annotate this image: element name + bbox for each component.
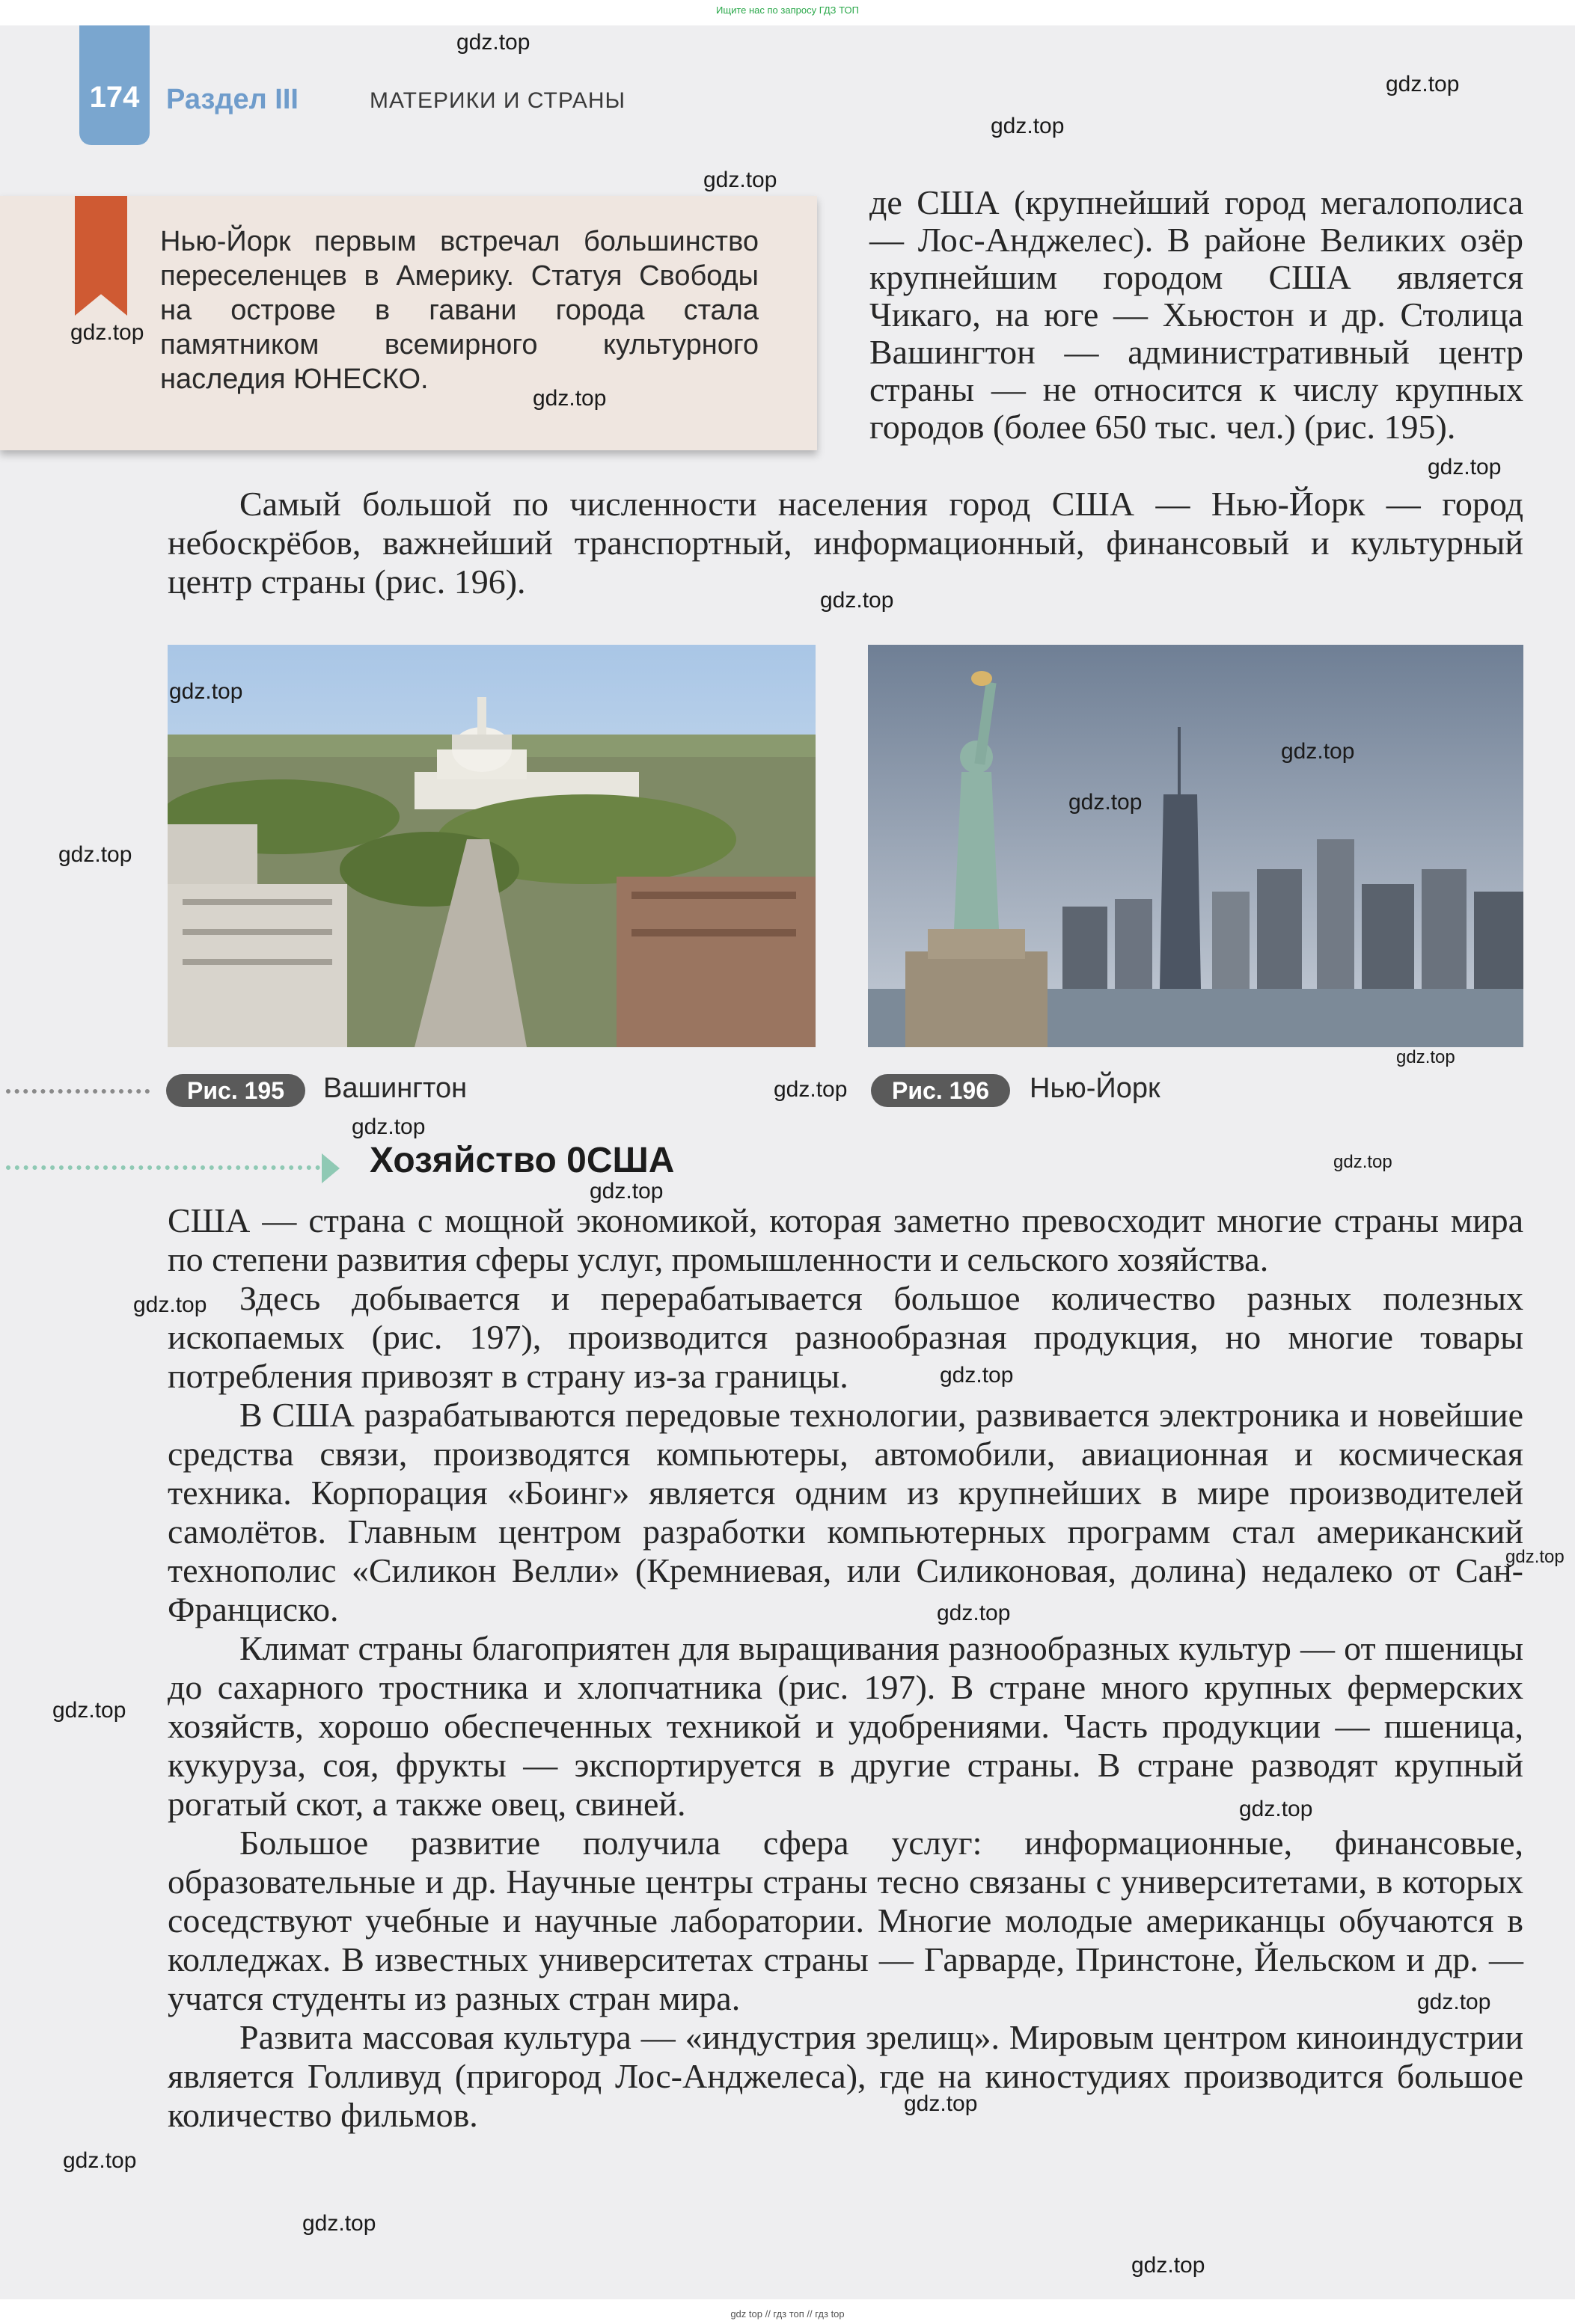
watermark: gdz.top — [133, 1293, 207, 1317]
heading-dots — [6, 1165, 320, 1170]
paragraph-5: Большое развитие получила сфера услуг: информационные, финансовые, образовательные и др. Научные центры страны тесно связаны с университетами, в которых соседствуют учебные и научные лаборатории. Многие молодые американцы обучаются в колледжах. В известных университетах страны — Гарварде, Принстоне, Йельском и др. — учатся студенты из разных стран мира. — [168, 1824, 1523, 2017]
page-number: 174 — [89, 81, 140, 114]
bottom-note: gdz top // гдз топ // гдз top — [730, 2308, 845, 2320]
watermark: gdz.top — [1428, 455, 1502, 479]
info-box-text: Нью-Йорк первым встречал большинство переселенцев в Америку. Статуя Свободы на острове в гавани города стала памятником всемирного культурного наследия ЮНЕСКО. — [160, 226, 759, 395]
watermark: gdz.top — [1281, 739, 1355, 764]
watermark: gdz.top — [1239, 1797, 1313, 1821]
watermark: gdz.top — [1131, 2253, 1205, 2278]
watermark: gdz.top — [991, 114, 1065, 138]
section-label: Раздел III — [166, 84, 299, 115]
figure-195-label: Рис. 195 — [166, 1074, 305, 1107]
section-title: МАТЕРИКИ И СТРАНЫ — [370, 88, 626, 113]
watermark: gdz.top — [352, 1115, 426, 1139]
washington-photo — [168, 645, 816, 1047]
watermark: gdz.top — [169, 679, 243, 704]
new-york-photo — [868, 645, 1523, 1047]
watermark: gdz.top — [302, 2211, 376, 2236]
watermark: gdz.top — [1386, 72, 1460, 96]
watermark: gdz.top — [820, 588, 894, 613]
section-heading: Хозяйство 0США — [370, 1141, 675, 1180]
watermark: gdz.top — [940, 1363, 1014, 1388]
watermark: gdz.top — [774, 1077, 848, 1102]
paragraph-3: В США разрабатываются передовые технологии, развивается электроника и новейшие средства связи, производятся компьютеры, автомобили, авиационная и космическая техника. Корпорация «Боинг» является одним из крупнейших в мире производителей самолётов. Главным центром разработки компьютерных программ стал американский технополис «Силикон Велли» (Кремниевая, или Силиконовая, долина) недалеко от Сан-Франциско. — [168, 1396, 1523, 1628]
figure-196-label: Рис. 196 — [871, 1074, 1010, 1107]
heading-arrow-icon — [322, 1153, 340, 1183]
paragraph-1: США — страна с мощной экономикой, которая заметно превосходит многие страны мира по степени развития сферы услуг, промышленности и сельского хозяйства. — [168, 1201, 1523, 1278]
paragraph-new-york: Самый большой по численности населения город США — Нью-Йорк — город небоскрёбов, важнейший транспортный, информационный, финансовый и культурный центр страны (рис. 196). — [168, 485, 1523, 601]
watermark: gdz.top — [70, 320, 144, 345]
watermark: gdz.top — [1417, 1990, 1491, 2014]
caption-dots-left — [6, 1089, 150, 1094]
watermark: gdz.top — [904, 2091, 978, 2116]
figure-196-caption: Нью-Йорк — [1030, 1073, 1160, 1104]
watermark: gdz.top — [533, 386, 607, 411]
figure-195-caption: Вашингтон — [323, 1073, 468, 1104]
watermark: gdz.top — [937, 1601, 1011, 1625]
top-note: Ищите нас по запросу ГДЗ ТОП — [716, 4, 859, 16]
watermark: gdz.top — [1396, 1047, 1455, 1067]
right-column-text: де США (крупнейший город мегалополиса — Лос-Анджелес). В районе Великих озёр крупнейшим городом США является Чикаго, на юге — Хьюстон и др. Столица Вашингтон — административный центр страны — не относится к числу крупных городов (более 650 тыс. чел.) (рис. 195). — [869, 183, 1523, 446]
watermark: gdz.top — [52, 1698, 126, 1723]
watermark: gdz.top — [58, 842, 132, 867]
paragraph-6: Развита массовая культура — «индустрия зрелищ». Мировым центром киноиндустрии является Голливуд (пригород Лос-Анджелеса), где на киностудиях производится большое количество фильмов. — [168, 2018, 1523, 2134]
watermark: gdz.top — [1068, 790, 1143, 815]
watermark: gdz.top — [1333, 1152, 1392, 1172]
paragraph-2: Здесь добывается и перерабатывается большое количество разных полезных ископаемых (рис. 197), производится разнообразная продукция, но многие товары потребления привозят в страну из-за границы. — [168, 1279, 1523, 1395]
watermark: gdz.top — [1505, 1547, 1565, 1567]
watermark: gdz.top — [456, 30, 530, 55]
paragraph-4: Климат страны благоприятен для выращивания разнообразных культур — от пшеницы до сахарного тростника и хлопчатника (рис. 197). В стране много крупных фермерских хозяйств, хорошо обеспеченных техникой и удобрениями. Часть продукции — пшеница, кукуруза, соя, фрукты — экспортируется в другие страны. В стране разводят крупный рогатый скот, а также овец, свиней. — [168, 1629, 1523, 1823]
watermark: gdz.top — [590, 1179, 664, 1204]
watermark: gdz.top — [63, 2148, 137, 2173]
watermark: gdz.top — [703, 168, 777, 192]
